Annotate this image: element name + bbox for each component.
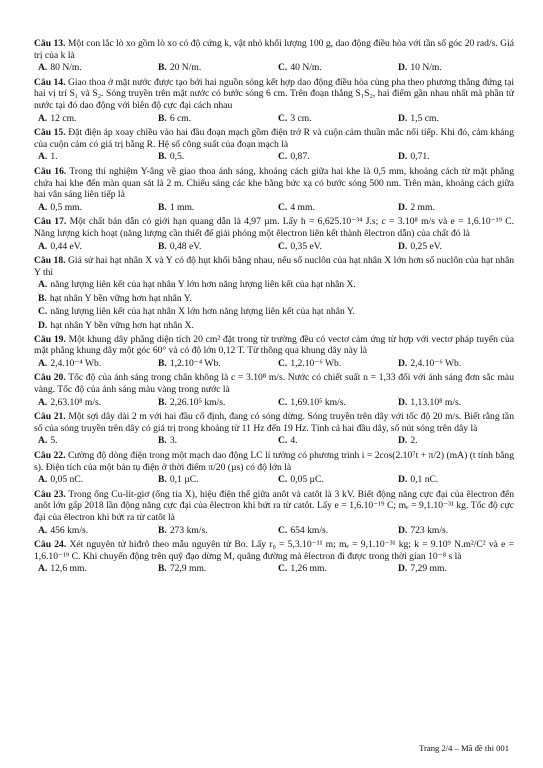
answer-options [34,202,514,214]
option-label: D. [398,435,408,447]
answer-option [34,151,154,163]
option-text: năng lượng liên kết của hạt nhân Y lớn hơn năng lượng liên kết của hạt nhân X. [50,279,356,291]
answer-option [34,113,154,125]
answer-options [34,151,514,163]
question-number: Câu 13. [34,38,66,49]
answer-option [274,62,394,74]
question-number: Câu 17. [34,216,67,228]
answer-option [34,279,514,291]
answer-option [274,474,394,486]
answer-option [34,435,154,447]
option-text: 6 cm. [169,112,192,124]
option-text: 456 km/s. [50,524,89,536]
option-label: B. [158,435,167,447]
question-number: Câu 15. [34,127,66,139]
question-text [34,372,514,395]
answer-options [34,279,514,331]
answer-option [394,62,514,74]
option-label: B. [38,292,47,304]
question-text [34,411,514,434]
answer-option [274,358,394,370]
option-label: D. [398,357,408,369]
option-text: 273 km/s. [169,524,208,536]
question-text [34,334,514,357]
answer-option [154,202,274,214]
option-label: D. [398,474,408,486]
question-stem: Giả sử hai hạt nhân X và Y có độ hụt khối bằng nhau, nếu số nuclôn của hạt nhân X lớn hơn số nuclôn của hạt nhân Y thì [34,255,514,278]
option-label: D. [398,62,408,74]
option-label: A. [38,563,48,575]
option-text: 0,48 eV. [169,240,202,252]
question-stem: Một con lắc lò xo gồm lò xo có độ cứng k, vật nhỏ khối lượng 100 g, dao động điều hòa với tần số góc 20 rad/s. Giá trị của k là [34,38,515,61]
option-text: 723 km/s. [410,524,449,536]
option-text: 80 N/m. [50,62,82,74]
question-text [34,166,514,201]
question-text [34,450,514,473]
answer-option [394,563,514,575]
option-label: A. [38,240,48,252]
option-label: D. [398,396,408,408]
option-text: 0,05 nC. [50,474,84,486]
question-stem: Một khung dây phẳng diện tích 20 cm² đặt trong từ trường đều có vectơ cảm ứng từ hợp với vectơ pháp tuyến của mặt phẳng khung dây một góc 60° và có độ lớn 0,12 T. Từ thông qua khung dây này là [34,333,514,357]
answer-option [154,151,274,163]
question-text [34,216,514,239]
option-text: năng lượng liên kết của hạt nhân X lớn hơn năng lượng liên kết của hạt nhân Y. [50,306,355,318]
question-text [34,77,514,112]
option-text: 4 mm. [290,201,315,213]
answer-option [34,62,154,74]
question-number: Câu 14. [34,76,66,88]
option-label: A. [38,357,48,369]
answer-option [154,525,274,537]
answer-option [394,435,514,447]
answer-options [34,358,514,370]
option-text: 0,35 eV. [290,240,322,252]
option-label: C. [278,62,288,74]
answer-option [394,397,514,409]
option-text: 0,25 eV. [410,240,442,252]
option-text: 2,63.10⁸ m/s. [50,396,102,408]
option-label: A. [38,62,48,74]
answer-options [34,563,514,575]
answer-option [274,151,394,163]
answer-option [274,435,394,447]
option-label: D. [398,524,408,536]
question-number: Câu 23. [34,488,66,500]
answer-option [34,202,154,214]
question-block [34,38,514,74]
question-block [34,127,514,163]
option-text: 1,5 cm. [410,112,439,124]
answer-option [34,320,514,332]
answer-option [34,474,154,486]
option-label: B. [158,112,167,124]
option-text: 0,1 nC. [410,474,439,486]
option-label: A. [38,396,48,408]
question-block [34,216,514,252]
option-text: 0,44 eV. [50,240,82,252]
answer-option [274,397,394,409]
question-block [34,372,514,408]
answer-option [394,113,514,125]
question-stem: Một sợi dây dài 2 m với hai đầu cố định, đang có sóng dừng. Sóng truyền trên dây với tốc độ 20 m/s. Biết rằng tần số của sóng truyền trên dây có giá trị trong khoảng từ 11 Hz đến 19 Hz. Tính cả hai đầu dây, số nút sóng trên dây là [34,411,514,434]
option-label: D. [398,240,408,252]
option-text: 2,26.10⁵ km/s. [169,396,226,408]
question-number: Câu 24. [34,539,67,551]
answer-option [34,563,154,575]
answer-option [274,241,394,253]
option-text: 12 cm. [50,112,77,124]
option-text: 72,9 mm. [169,563,207,575]
exam-page [34,38,514,578]
answer-option [394,241,514,253]
question-text [34,38,514,61]
option-text: 5. [50,435,58,447]
question-stem: Cường độ dòng điện trong một mạch dao động LC lí tưởng có phương trình i = 2cos(2.10⁷t + π/2) (mA) (t tính bằng s). Điện tích của một bản tụ điện ở thời điểm π/20 (µs) có độ lớn là [34,450,514,473]
option-label: A. [38,151,48,163]
answer-option [274,525,394,537]
answer-options [34,113,514,125]
option-label: D. [398,201,408,213]
option-text: 12,6 mm. [50,563,87,575]
option-text: 3 cm. [290,112,312,124]
option-label: B. [158,524,167,536]
option-label: B. [158,396,167,408]
option-text: 1,2.10⁻⁶ Wb. [290,357,342,369]
option-label: A. [38,474,48,486]
option-text: 0,5. [169,151,185,163]
question-stem: Trong thí nghiệm Y-âng về giao thoa ánh sáng, khoảng cách giữa hai khe là 0,5 mm, khoảng cách từ mặt phẳng chứa hai khe đến màn quan sát là 2 m. Chiếu sáng các khe bằng bức xạ có bước sóng 500 nm. Trên màn, khoảng cách giữa hai vân sáng liên tiếp là [34,165,514,201]
page-footer: Trang 2/4 – Mã đề thi 001 [419,743,509,754]
option-label: A. [38,201,48,213]
answer-option [154,113,274,125]
answer-option [34,241,154,253]
option-label: C. [278,151,288,163]
option-label: A. [38,279,48,291]
option-label: C. [278,201,288,213]
question-block [34,411,514,447]
answer-option [154,241,274,253]
answer-option [154,358,274,370]
answer-option [394,202,514,214]
answer-option [154,435,274,447]
question-stem: Xét nguyên tử hiđrô theo mẫu nguyên tử Bo. Lấy r₀ = 5,3.10⁻¹¹ m; mₑ = 9,1.10⁻³¹ kg; k = 9.10⁹ N.m²/C² và e = 1,6.10⁻¹⁹ C. Khi chuyển động trên quỹ đạo dừng M, quãng đường mà êlectron đi được trong thời gian 10⁻⁸ s là [34,539,515,562]
question-number: Câu 22. [34,450,66,461]
answer-option [394,358,514,370]
question-number: Câu 16. [34,165,67,177]
question-number: Câu 19. [34,333,66,345]
question-number: Câu 21. [34,411,66,423]
question-block [34,539,514,575]
question-number: Câu 18. [34,255,66,267]
answer-option [154,474,274,486]
question-block [34,450,514,486]
option-text: 40 N/m. [290,62,322,74]
question-text [34,539,514,562]
answer-options [34,474,514,486]
option-text: 1,13.10⁸ m/s. [410,396,462,408]
answer-option [154,62,274,74]
question-stem: Tốc độ của ánh sáng trong chân không là c = 3.10⁸ m/s. Nước có chiết suất n = 1,33 đối với ánh sáng đơn sắc màu vàng. Tốc độ của ánh sáng màu vàng trong nước là [34,372,514,396]
option-label: A. [38,524,48,536]
question-text [34,489,514,524]
question-block [34,255,514,332]
option-label: D. [398,563,408,575]
answer-option [394,151,514,163]
answer-options [34,397,514,409]
answer-option [274,563,394,575]
answer-option [154,563,274,575]
question-block [34,489,514,536]
option-text: 0,1 µC. [169,474,199,486]
option-label: A. [38,112,48,124]
option-label: C. [278,524,288,536]
question-stem: Trong ống Cu-lít-giơ (ống tia X), hiệu điện thế giữa anôt và catôt là 3 kV. Biết động năng cực đại của êlectron đến anôt lớn gấp 2018 lần động năng cực đại của êlectron khi bứt ra từ catôt. Lấy e = 1,6.10⁻¹⁹ C; mₑ = 9,1.10⁻³¹ kg. Tốc độ cực đại của êlectron khi bứt ra từ catôt là [34,488,514,523]
question-number: Câu 20. [34,372,66,384]
answer-option [34,525,154,537]
option-label: A. [38,435,48,447]
option-text: 3. [169,435,178,447]
option-label: B. [158,357,167,369]
option-text: 0,87. [290,151,310,163]
answer-options [34,62,514,74]
option-label: B. [158,62,167,74]
option-text: 1,26 mm. [290,563,327,575]
answer-option [34,293,514,305]
option-text: 654 km/s. [290,524,329,536]
option-label: D. [398,112,408,124]
option-text: 7,29 mm. [410,563,447,575]
option-label: B. [158,151,167,163]
question-stem: Giao thoa ở mặt nước được tạo bởi hai nguồn sóng kết hợp dao động điều hòa cùng pha theo phương thẳng đứng tại hai vị trí S₁ và S₂. Sóng truyền trên mặt nước có bước sóng 6 cm. Trên đoạn thẳng S₁S₂, hai điểm gần nhau nhất mà phần tử nước tại đó dao động với biên độ cực đại cách nhau [34,76,514,111]
option-text: 0,05 µC. [290,474,324,486]
option-text: 2,4.10⁻⁴ Wb. [50,357,102,369]
option-text: hạt nhân Y bền vững hơn hạt nhân Y. [49,292,192,304]
answer-options [34,525,514,537]
option-label: C. [278,474,288,486]
option-label: C. [278,396,288,408]
question-block [34,166,514,213]
answer-option [394,525,514,537]
option-label: C. [38,306,48,318]
answer-option [394,474,514,486]
answer-option [34,397,154,409]
question-text [34,127,514,150]
option-label: B. [158,563,167,575]
option-label: B. [158,201,167,213]
answer-options [34,435,514,447]
option-text: 0,71. [410,151,430,163]
option-text: 4. [290,435,298,447]
question-block [34,334,514,370]
answer-option [274,202,394,214]
option-label: C. [278,357,288,369]
answer-option [34,306,514,318]
question-stem: Đặt điện áp xoay chiều vào hai đầu đoạn mạch gồm điện trở R và cuộn cảm thuần mắc nối tiếp. Khi đó, cảm kháng của cuộn cảm có giá trị bằng R. Hệ số công suất của đoạn mạch là [34,127,515,150]
question-stem: Một chất bán dẫn có giới hạn quang dẫn là 4,97 µm. Lấy h = 6,625.10⁻³⁴ J.s; c = 3.10⁸ m/s và e = 1,6.10⁻¹⁹ C. Năng lượng kích hoạt (năng lượng cần thiết để giải phóng một êlectron liên kết thành êlectron dẫn) của chất đó là [34,216,515,239]
option-label: D. [398,151,408,163]
option-text: 2,4.10⁻⁶ Wb. [410,357,462,369]
option-label: B. [158,240,167,252]
option-text: 2. [410,435,418,447]
option-text: 10 N/m. [410,62,442,74]
question-text [34,255,514,278]
option-text: 1 mm. [169,201,195,213]
option-label: C. [278,112,288,124]
option-text: 1. [50,151,58,163]
option-text: 1,69.10⁵ km/s. [290,396,346,408]
option-text: 20 N/m. [169,62,202,74]
option-text: 1,2.10⁻⁴ Wb. [169,357,221,369]
answer-option [274,113,394,125]
question-block [34,77,514,124]
option-label: B. [158,474,167,486]
option-text: hạt nhân Y bền vững hơn hạt nhân X. [50,320,194,332]
answer-option [154,397,274,409]
option-label: C. [278,435,288,447]
option-label: C. [278,240,288,252]
answer-options [34,241,514,253]
option-label: C. [278,563,288,575]
option-text: 0,5 mm. [50,201,83,213]
option-text: 2 mm. [410,201,435,213]
option-label: D. [38,320,48,332]
answer-option [34,358,154,370]
